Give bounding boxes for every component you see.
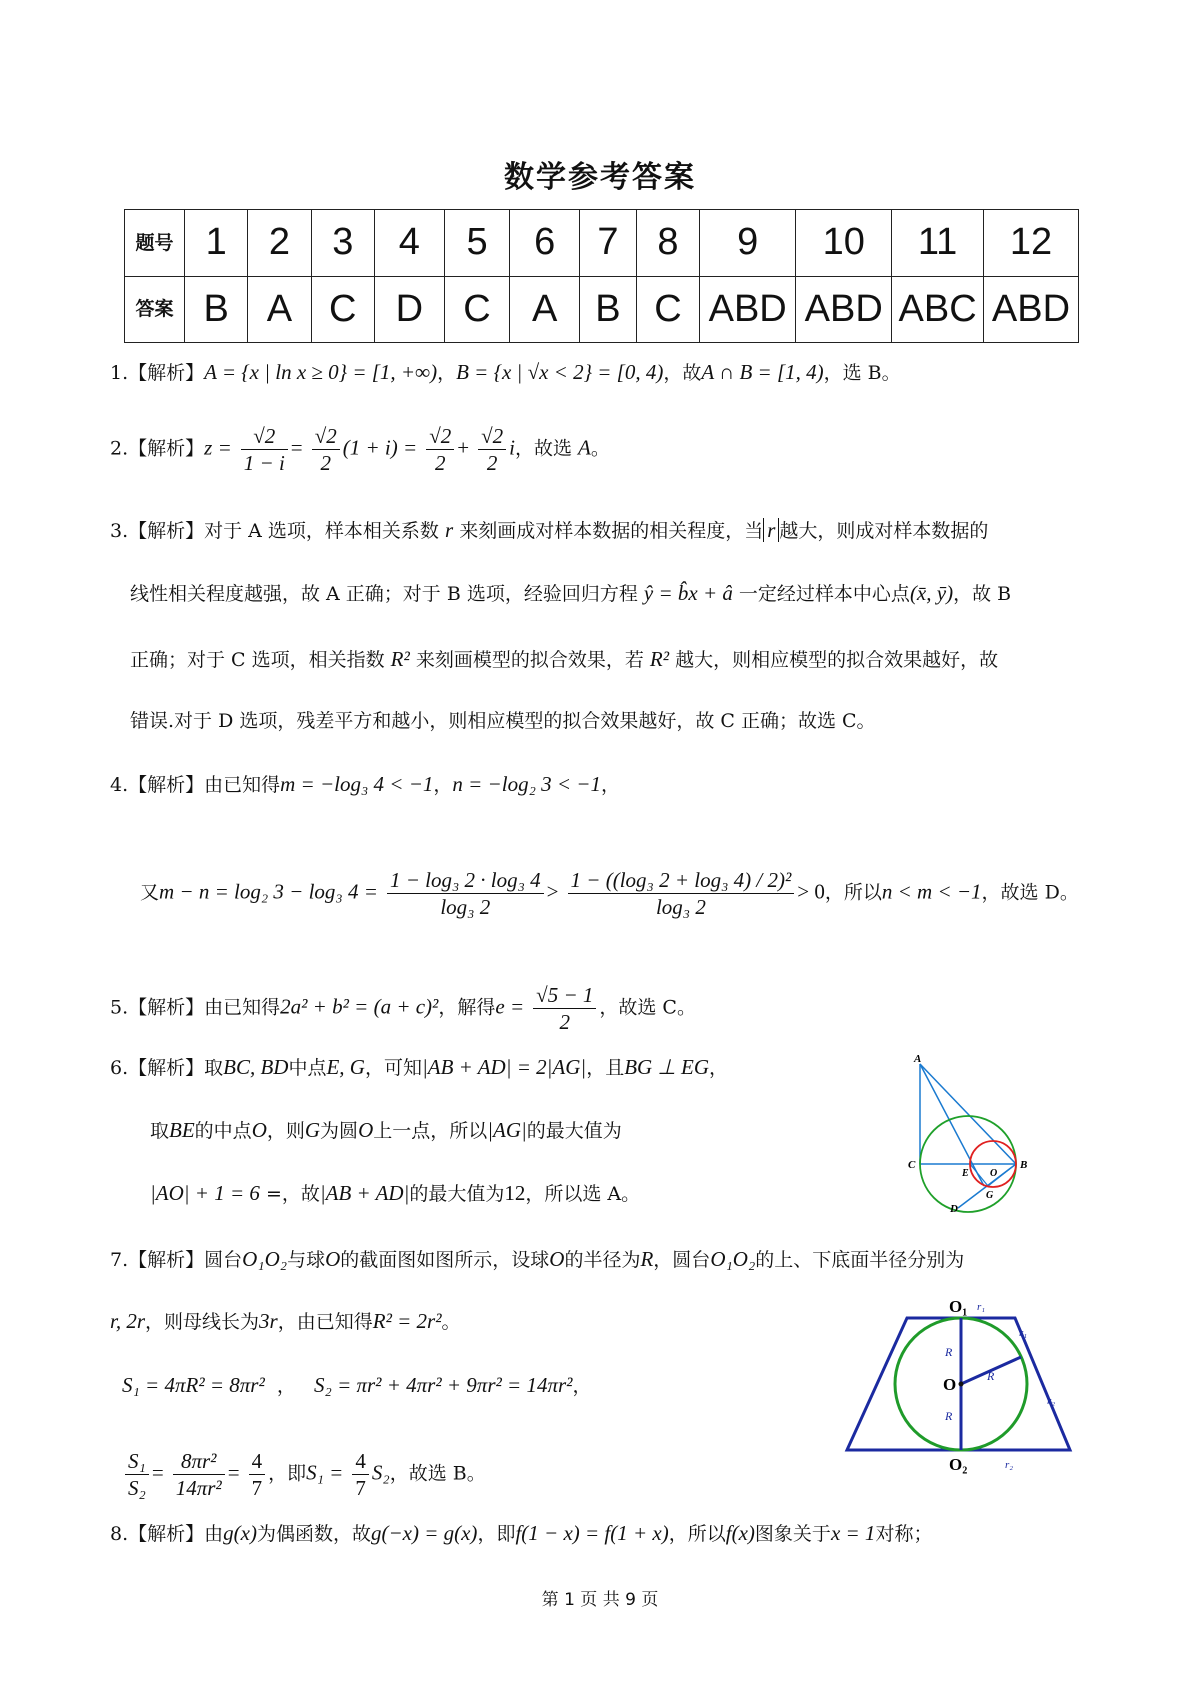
table-cell: 11 xyxy=(892,210,984,277)
solution-7-line-3: S₁ = 4πR² = 8πr² ， S₂ = πr² + 4πr² + 9πr² = 14πr²， xyxy=(122,1373,592,1397)
solution-3-line-4: 错误.对于 D 选项，残差平方和越小，则相应模型的拟合效果越好，故 C 正确；故选 C。 xyxy=(130,710,876,732)
table-cell: 10 xyxy=(796,210,892,277)
table-cell: 7 xyxy=(580,210,637,277)
figure-label: O xyxy=(990,1168,998,1179)
table-cell: C xyxy=(444,276,509,343)
table-cell: 2 xyxy=(248,210,311,277)
fraction: $\frac{\text{S₁}}{\text{S₂}}$ xyxy=(125,1448,149,1501)
figure-label: r₁ xyxy=(1019,1327,1028,1339)
figure-label: E xyxy=(962,1168,969,1179)
solution-3-line-1: 3.【解析】对于 A 选项，样本相关系数 r 来刻画成对样本数据的相关程度，当 r 越大，则成对样本数据的 xyxy=(110,518,989,542)
fraction: $\frac{√2}{2}$ xyxy=(312,423,340,476)
answer-row xyxy=(125,276,1079,343)
figure-label: r₁ xyxy=(977,1301,986,1313)
page-title: 数学参考答案 xyxy=(504,160,696,195)
fraction: $\frac{4}{7}$ xyxy=(352,1448,369,1501)
figure-label: A xyxy=(914,1053,922,1065)
solution-4-line-2: 又m − n = log₂ 3 − log₃ 4 = $\frac{\text{1 − log₃ 2 · log₃ 4}}{\text{log₃ 2}}$ > $\frac{\text{1 − ((log₃ 2 + log₃ 4) / 2)²}}{\text{log₃ 2}}$ > 0，所以n < m < −1，故选 D。 xyxy=(140,868,1079,919)
fraction: $\frac{\text{1 − log₃ 2 · log₃ 4}}{\text{log₃ 2}}$ xyxy=(387,867,544,920)
fraction: $\frac{√5 - 1}{2}$ xyxy=(533,982,596,1035)
set-b: B = {x | √x < 2} = [0, 4) xyxy=(456,360,664,384)
table-cell: 1 xyxy=(185,210,248,277)
solution-2: 2.【解析】z = $\frac{√2}{1 - i}$ = $\frac{√2}{2}$ (1 + i) = $\frac{√2}{2}$ + $\frac{√2}{2}$ i，故选 A。 xyxy=(110,424,610,475)
table-cell: C xyxy=(636,276,699,343)
table-cell: 4 xyxy=(374,210,444,277)
table-cell: 12 xyxy=(983,210,1078,277)
figure-label: r₂ xyxy=(1005,1459,1014,1471)
solution-4-line-1: 4.【解析】由已知得m = −log₃ 4 < −1，n = −log₂ 3 < −1， xyxy=(110,772,620,796)
table-cell: B xyxy=(185,276,248,343)
solution-1: 1.【解析】A = {x | ln x ≥ 0} = [1, +∞)，B = {x | √x < 2} = [0, 4)，故A ∩ B = [1, 4)，选 B。 xyxy=(110,360,901,384)
table-cell: ABD xyxy=(796,276,892,343)
row-header-number: 题号 xyxy=(125,210,185,277)
solution-5: 5.【解析】由已知得2a² + b² = (a + c)²，解得e = $\frac{√5 - 1}{2}$ ，故选 C。 xyxy=(110,983,696,1034)
q7-figure xyxy=(835,1290,1090,1480)
table-cell: 3 xyxy=(311,210,374,277)
q6-figure xyxy=(900,1040,1050,1215)
table-cell: 6 xyxy=(510,210,580,277)
figure-label: R xyxy=(945,1345,953,1359)
question-number-row xyxy=(125,210,1079,277)
fraction: $\frac{\text{8πr²}}{\text{14πr²}}$ xyxy=(173,1448,225,1501)
fraction: $\frac{4}{7}$ xyxy=(249,1448,266,1501)
table-cell: 8 xyxy=(636,210,699,277)
table-cell: C xyxy=(311,276,374,343)
figure-label: O₁ xyxy=(949,1297,968,1316)
solution-6-line-1: 6.【解析】取BC, BD中点E, G，可知|AB + AD| = 2|AG|，且BG ⊥ EG， xyxy=(110,1055,729,1079)
figure-label: R xyxy=(987,1369,995,1383)
solution-7-line-1: 7.【解析】圆台O₁O₂与球O的截面图如图所示，设球O的半径为R，圆台O₁O₂的上、下底面半径分别为 xyxy=(110,1247,965,1271)
table-cell: 9 xyxy=(700,210,796,277)
row-header-answer: 答案 xyxy=(125,276,185,343)
table-cell: 5 xyxy=(444,210,509,277)
answer-table xyxy=(124,209,1079,343)
table-cell: A xyxy=(510,276,580,343)
fraction: $\frac{√2}{2}$ xyxy=(478,423,506,476)
fraction: $\frac{√2}{2}$ xyxy=(426,423,454,476)
table-cell: A xyxy=(248,276,311,343)
solution-3-line-2: 线性相关程度越强，故 A 正确；对于 B 选项，经验回归方程 ŷ = b̂x + â 一定经过样本中心点(x̄, ȳ)，故 B xyxy=(130,581,1012,605)
solution-6-line-2: 取BE的中点O，则G为圆O上一点，所以|AG|的最大值为 xyxy=(150,1118,622,1142)
table-cell: ABC xyxy=(892,276,984,343)
intersection: A ∩ B = [1, 4) xyxy=(701,360,824,384)
solution-8-line-1: 8.【解析】由g(x)为偶函数，故g(−x) = g(x)，即f(1 − x) = f(1 + x)，所以f(x)图象关于x = 1对称； xyxy=(110,1521,933,1545)
fraction: $\frac{√2}{1 - i}$ xyxy=(241,423,288,476)
figure-label: r₂ xyxy=(1047,1395,1056,1407)
figure-label: B xyxy=(1020,1159,1028,1171)
set-a: A = {x | ln x ≥ 0} = [1, +∞) xyxy=(204,360,438,384)
table-cell: D xyxy=(374,276,444,343)
figure-label: O₂ xyxy=(949,1455,968,1474)
figure-label: D xyxy=(950,1203,958,1215)
table-cell: B xyxy=(580,276,637,343)
figure-label: C xyxy=(908,1159,916,1171)
figure-label: G xyxy=(986,1190,994,1201)
solution-6-line-3: |AO| + 1 = 6 =，故|AB + AD|的最大值为12，所以选 A。 xyxy=(150,1181,641,1205)
solution-3-line-3: 正确；对于 C 选项，相关指数 R² 来刻画模型的拟合效果，若 R² 越大，则相应模型的拟合效果越好，故 xyxy=(130,647,999,671)
solution-7-line-2: r, 2r，则母线长为3r，由已知得R² = 2r²。 xyxy=(110,1309,461,1333)
fraction: $\frac{\text{1 − ((log₃ 2 + log₃ 4) / 2)²}}{\text{log₃ 2}}$ xyxy=(568,867,795,920)
table-cell: ABD xyxy=(983,276,1078,343)
figure-label: R xyxy=(945,1409,953,1423)
figure-label: O xyxy=(943,1375,957,1394)
table-cell: ABD xyxy=(700,276,796,343)
solution-7-line-4: $\frac{\text{S₁}}{\text{S₂}}$ = $\frac{\text{8πr²}}{\text{14πr²}}$ = $\frac{4}{7}$ ，即S₁ = $\frac{4}{7}$ S₂，故选 B。 xyxy=(122,1448,486,1501)
page-footer: 第 1 页 共 9 页 xyxy=(541,1590,659,1610)
